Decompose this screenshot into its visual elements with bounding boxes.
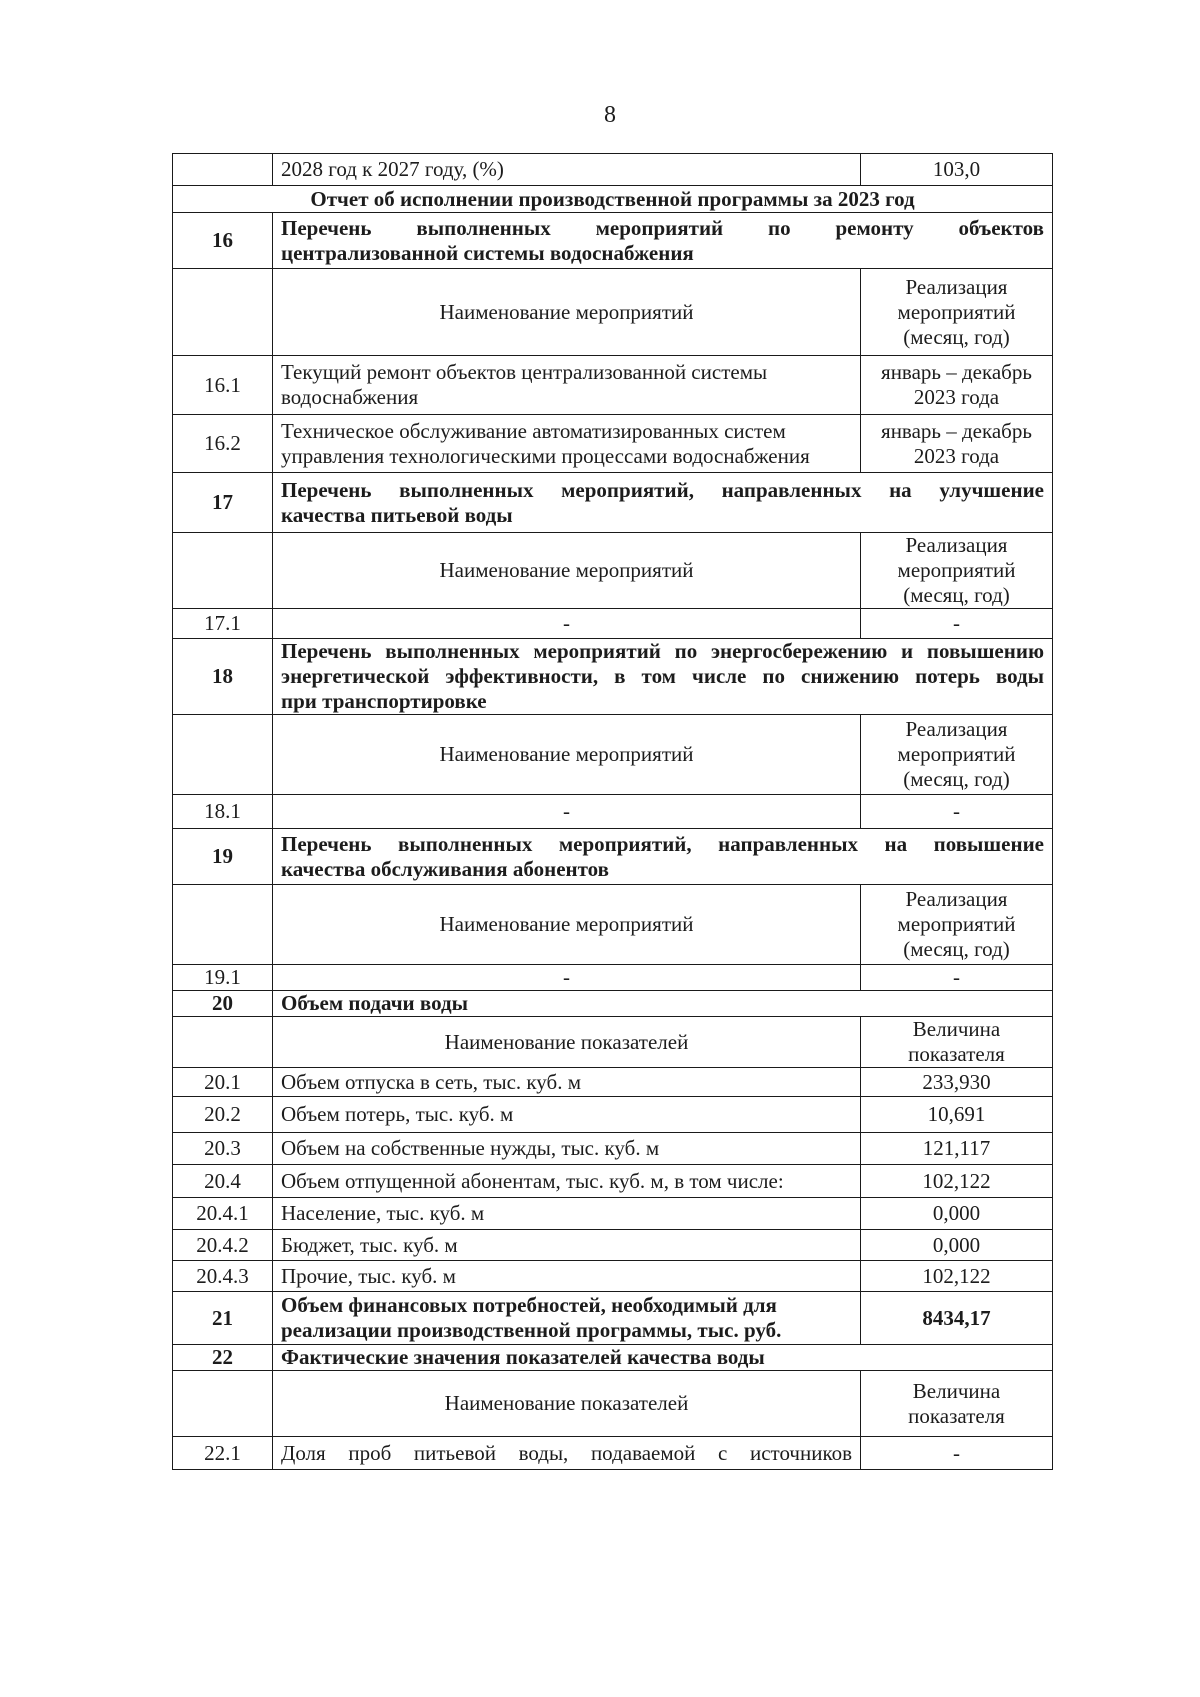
indicator-value: - [861, 1437, 1053, 1470]
table-row [173, 609, 1053, 639]
table-row [173, 1068, 1053, 1097]
row-number-cell [173, 269, 273, 356]
activity-name: - [273, 609, 861, 639]
section-title [273, 639, 1053, 715]
column-header-row [173, 885, 1053, 965]
column-header-name: Наименование показателей [273, 1017, 861, 1068]
indicator-name: Население, тыс. куб. м [273, 1198, 861, 1230]
financial-needs-line: реализации производственной программы, тыс. руб. [281, 1318, 782, 1342]
row-number-cell [173, 154, 273, 186]
section-number: 18 [173, 639, 273, 715]
column-header-value [861, 885, 1053, 965]
column-header-line: Реализация [905, 887, 1008, 911]
column-header-line: (месяц, год) [903, 583, 1010, 607]
column-header-name: Наименование мероприятий [273, 533, 861, 609]
indicator-name-line: Доля проб питьевой воды, подаваемой с источников [281, 1440, 852, 1465]
column-header-value [861, 715, 1053, 795]
column-header-line: (месяц, год) [903, 324, 1010, 349]
section-number: 17 [173, 473, 273, 533]
financial-needs-label [273, 1292, 861, 1345]
section-header-row [173, 473, 1053, 533]
section-number: 16 [173, 213, 273, 269]
row-number-cell [173, 533, 273, 609]
report-title: Отчет об исполнении производственной программы за 2023 год [173, 186, 1053, 213]
table-row [173, 186, 1053, 213]
activity-period: - [861, 795, 1053, 829]
column-header-row [173, 533, 1053, 609]
section-header-row [173, 829, 1053, 885]
activity-name-line: Текущий ремонт объектов централизованной системы [281, 360, 768, 384]
column-header-name: Наименование мероприятий [273, 269, 861, 356]
section-title-line: энергетической эффективности, в том числе по снижению потерь воды [281, 664, 1044, 688]
activity-name-line: водоснабжения [281, 385, 419, 409]
indicator-name: Объем отпуска в сеть, тыс. куб. м [273, 1068, 861, 1097]
indicator-value: 10,691 [861, 1097, 1053, 1133]
indicator-name: Объем отпущенной абонентам, тыс. куб. м, в том числе: [273, 1165, 861, 1198]
section-title-line: Перечень выполненных мероприятий, направленных на повышение [281, 831, 1044, 856]
column-header-value [861, 533, 1053, 609]
column-header-line: мероприятий [897, 299, 1016, 324]
indicator-name: Бюджет, тыс. куб. м [273, 1230, 861, 1261]
activity-name-line: Техническое обслуживание автоматизированных систем [281, 418, 786, 443]
row-number: 19.1 [173, 965, 273, 991]
indicator-value: 0,000 [861, 1198, 1053, 1230]
section-title-line: качества питьевой воды [281, 502, 513, 527]
row-number: 22.1 [173, 1437, 273, 1470]
section-number: 20 [173, 991, 273, 1017]
indicator-name: Прочие, тыс. куб. м [273, 1261, 861, 1292]
indicator-value: 103,0 [861, 154, 1053, 186]
activity-period [861, 415, 1053, 473]
activity-name-line: управления технологическими процессами водоснабжения [281, 443, 810, 468]
table-row [173, 1437, 1053, 1470]
row-number: 20.2 [173, 1097, 273, 1133]
financial-needs-value: 8434,17 [861, 1292, 1053, 1345]
table-row [173, 1261, 1053, 1292]
production-program-table [172, 153, 1053, 1470]
column-header-value [861, 1371, 1053, 1437]
section-title [273, 473, 1053, 533]
activity-period-line: 2023 года [913, 385, 1000, 409]
indicator-value: 102,122 [861, 1165, 1053, 1198]
financial-needs-line: Объем финансовых потребностей, необходимый для [281, 1293, 777, 1317]
column-header-line: мероприятий [897, 912, 1016, 936]
activity-period-line: январь – декабрь [881, 418, 1032, 443]
section-title [273, 213, 1053, 269]
indicator-value: 0,000 [861, 1230, 1053, 1261]
row-number: 20.4.1 [173, 1198, 273, 1230]
table-row [173, 1230, 1053, 1261]
section-title: Объем подачи воды [273, 991, 1053, 1017]
row-number-cell [173, 885, 273, 965]
indicator-name: Объем на собственные нужды, тыс. куб. м [273, 1133, 861, 1165]
section-title-line: качества обслуживания абонентов [281, 856, 609, 881]
row-number: 20.4 [173, 1165, 273, 1198]
column-header-name: Наименование мероприятий [273, 715, 861, 795]
activity-period: - [861, 965, 1053, 991]
section-title-line: Перечень выполненных мероприятий по энергосбережению и повышению [281, 639, 1044, 663]
activity-name [273, 356, 861, 415]
indicator-label: 2028 год к 2027 году, (%) [273, 154, 861, 186]
section-number: 21 [173, 1292, 273, 1345]
row-number: 20.4.3 [173, 1261, 273, 1292]
column-header-line: мероприятий [897, 742, 1016, 766]
column-header-line: Величина [912, 1378, 1001, 1403]
column-header-line: (месяц, год) [903, 767, 1010, 791]
activity-period [861, 356, 1053, 415]
activity-name [273, 415, 861, 473]
column-header-row [173, 715, 1053, 795]
column-header-value [861, 1017, 1053, 1068]
activity-name: - [273, 965, 861, 991]
section-number: 22 [173, 1345, 273, 1371]
column-header-line: показателя [908, 1042, 1005, 1066]
activity-period: - [861, 609, 1053, 639]
row-number: 17.1 [173, 609, 273, 639]
table-row [173, 356, 1053, 415]
section-header-row [173, 639, 1053, 715]
table-row [173, 1133, 1053, 1165]
row-number-cell [173, 715, 273, 795]
row-number: 20.1 [173, 1068, 273, 1097]
column-header-name: Наименование мероприятий [273, 885, 861, 965]
column-header-value [861, 269, 1053, 356]
column-header-line: показателя [908, 1403, 1005, 1428]
section-title-line: при транспортировке [281, 689, 487, 713]
section-title-line: Перечень выполненных мероприятий по ремонту объектов [281, 215, 1044, 240]
section-title [273, 829, 1053, 885]
indicator-value: 233,930 [861, 1068, 1053, 1097]
row-number: 16.2 [173, 415, 273, 473]
section-title-line: централизованной системы водоснабжения [281, 240, 694, 265]
indicator-name: Объем потерь, тыс. куб. м [273, 1097, 861, 1133]
row-number: 16.1 [173, 356, 273, 415]
table-row [173, 154, 1053, 186]
page-number: 8 [604, 102, 616, 128]
row-number-cell [173, 1017, 273, 1068]
table-row [173, 1165, 1053, 1198]
indicator-name [273, 1437, 861, 1470]
table-row [173, 415, 1053, 473]
table-row [173, 965, 1053, 991]
column-header-name: Наименование показателей [273, 1371, 861, 1437]
section-number: 19 [173, 829, 273, 885]
activity-name: - [273, 795, 861, 829]
row-number: 18.1 [173, 795, 273, 829]
section-header-row [173, 1292, 1053, 1345]
column-header-line: (месяц, год) [903, 937, 1010, 961]
section-title-line: Перечень выполненных мероприятий, направленных на улучшение [281, 477, 1044, 502]
row-number: 20.4.2 [173, 1230, 273, 1261]
section-header-row [173, 213, 1053, 269]
column-header-line: Реализация [905, 717, 1008, 741]
column-header-line: Реализация [905, 274, 1008, 299]
row-number-cell [173, 1371, 273, 1437]
row-number: 20.3 [173, 1133, 273, 1165]
indicator-value: 121,117 [861, 1133, 1053, 1165]
column-header-line: мероприятий [897, 558, 1016, 582]
table-row [173, 1198, 1053, 1230]
table-row [173, 795, 1053, 829]
activity-period-line: 2023 года [913, 443, 1000, 468]
section-header-row [173, 991, 1053, 1017]
column-header-row [173, 269, 1053, 356]
column-header-row [173, 1371, 1053, 1437]
section-title: Фактические значения показателей качества воды [273, 1345, 1053, 1371]
column-header-line: Реализация [905, 533, 1008, 557]
column-header-row [173, 1017, 1053, 1068]
column-header-line: Величина [912, 1017, 1001, 1041]
indicator-value: 102,122 [861, 1261, 1053, 1292]
activity-period-line: январь – декабрь [881, 360, 1032, 384]
section-header-row [173, 1345, 1053, 1371]
table-row [173, 1097, 1053, 1133]
